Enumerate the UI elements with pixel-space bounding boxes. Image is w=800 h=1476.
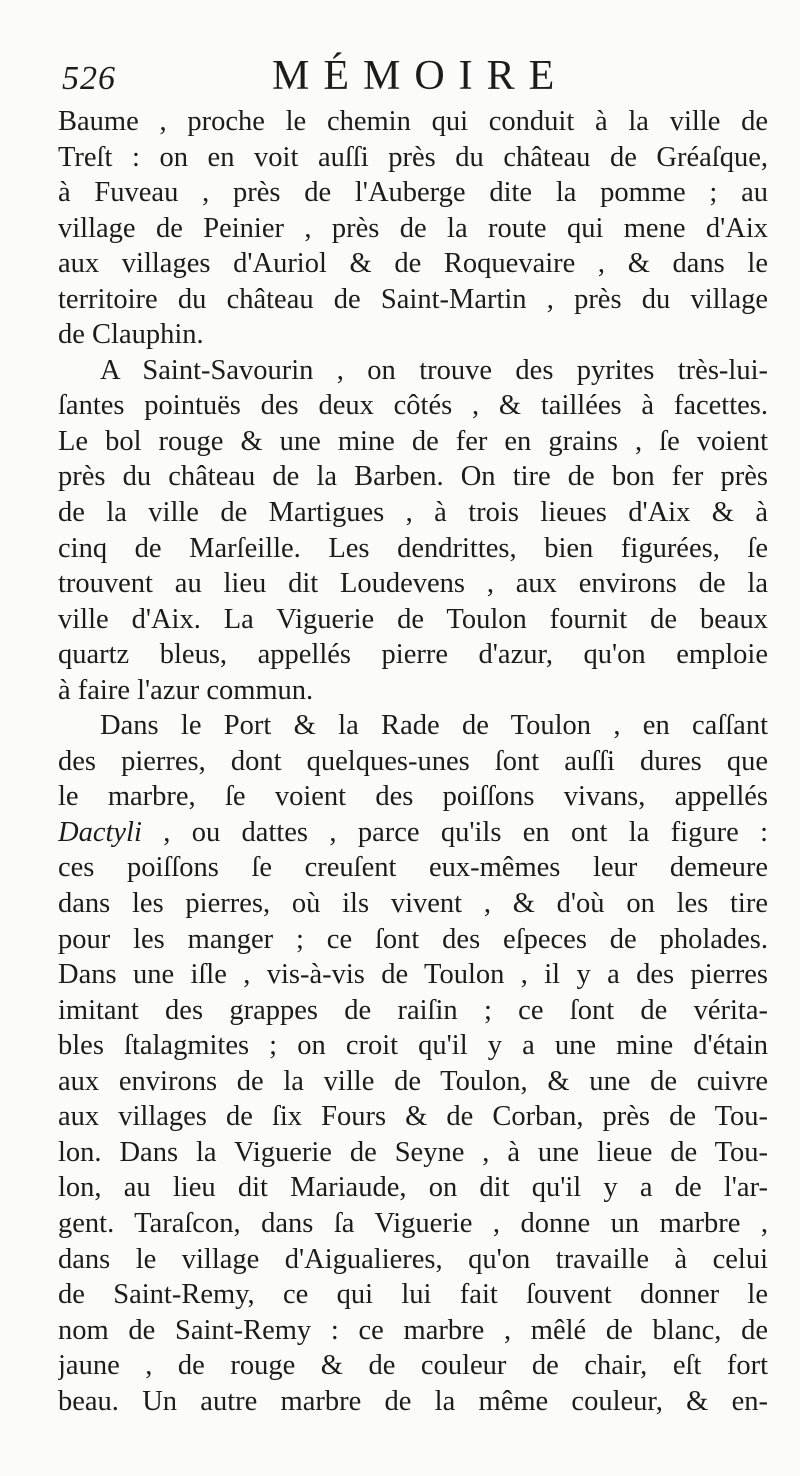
text-line: à faire l'azur commun. [58, 674, 314, 706]
paragraph-start-line: Dans le Port & la Rade de Toulon , en caſſant [100, 710, 768, 742]
text-line: ſantes pointuës des deux côtés , & taillées à facettes. [58, 390, 768, 422]
text-line: de Saint-Remy, ce qui lui fait ſouvent donner le [58, 1279, 768, 1311]
text-line: cinq de Marſeille. Les dendrittes, bien figurées, ſe [58, 532, 768, 564]
text-line: jaune , de rouge & de couleur de chair, eſt fort [58, 1350, 768, 1382]
text-line: Baume , proche le chemin qui conduit à la ville de [58, 106, 768, 137]
text-line: de la ville de Martigues , à trois lieues d'Aix & à [58, 497, 768, 529]
paragraph-start-line: A Saint-Savourin , on trouve des pyrites très-lui- [100, 354, 768, 386]
text-line: aux villages d'Auriol & de Roquevaire , & dans le [58, 248, 768, 280]
text-line: Le bol rouge & une mine de fer en grains , ſe voient [58, 425, 768, 457]
text-line: village de Peinier , près de la route qui mene d'Aix [58, 212, 768, 244]
text-line: quartz bleus, appellés pierre d'azur, qu'on emploie [58, 639, 768, 671]
text-line: dans le village d'Aigualieres, qu'on travaille à celui [58, 1243, 768, 1275]
text-line: aux environs de la ville de Toulon, & une de cuivre [58, 1065, 768, 1097]
text-line: territoire du château de Saint-Martin , près du village [58, 283, 768, 315]
text-line: le marbre, ſe voient des poiſſons vivans, appellés [58, 781, 768, 813]
text-line: des pierres, dont quelques-unes ſont auſſi dures que [58, 745, 768, 777]
body-text [58, 104, 768, 1419]
text-line: Treſt : on en voit auſſi près du château de Gréaſque, [58, 141, 768, 173]
text-line: près du château de la Barben. On tire de bon fer près [58, 461, 768, 493]
text-line: à Fuveau , près de l'Auberge dite la pomme ; au [58, 177, 768, 209]
text-line: dans les pierres, où ils vivent , & d'où on les tire [58, 888, 768, 920]
page-number: 526 [62, 60, 116, 97]
text-line: beau. Un autre marbre de la même couleur, & en- [58, 1385, 768, 1417]
text-line: aux villages de ſix Fours & de Corban, près de Tou- [58, 1101, 768, 1133]
text-line: ces poiſſons ſe creuſent eux-mêmes leur demeure [58, 852, 768, 884]
latin-term: Dactyli [58, 816, 142, 848]
text-line: pour les manger ; ce ſont des eſpeces de pholades. [58, 923, 768, 955]
text-line: Dans une iſle , vis-à-vis de Toulon , il y a des pierres [58, 959, 768, 991]
running-title: MÉMOIRE [272, 53, 569, 99]
text-line: de Clauphin. [58, 319, 204, 351]
text-line: trouvent au lieu dit Loudevens , aux environs de la [58, 568, 768, 600]
text-line: lon, au lieu dit Mariaude, on dit qu'il y a de l'ar- [58, 1172, 768, 1204]
text-line: ville d'Aix. La Viguerie de Toulon fournit de beaux [58, 603, 768, 635]
text-line: nom de Saint-Remy : ce marbre , mêlé de blanc, de [58, 1314, 768, 1346]
text-line: bles ſtalagmites ; on croit qu'il y a une mine d'étain [58, 1030, 768, 1062]
text-line: imitant des grappes de raiſin ; ce ſont de vérita- [58, 994, 768, 1026]
text-line: gent. Taraſcon, dans ſa Viguerie , donne un marbre , [58, 1207, 768, 1239]
text-line: lon. Dans la Viguerie de Seyne , à une lieue de Tou- [58, 1136, 768, 1168]
running-head [60, 52, 780, 100]
text-line-with-italic-term: Dactyli , ou dattes , parce qu'ils en ont la figure : [58, 816, 768, 848]
